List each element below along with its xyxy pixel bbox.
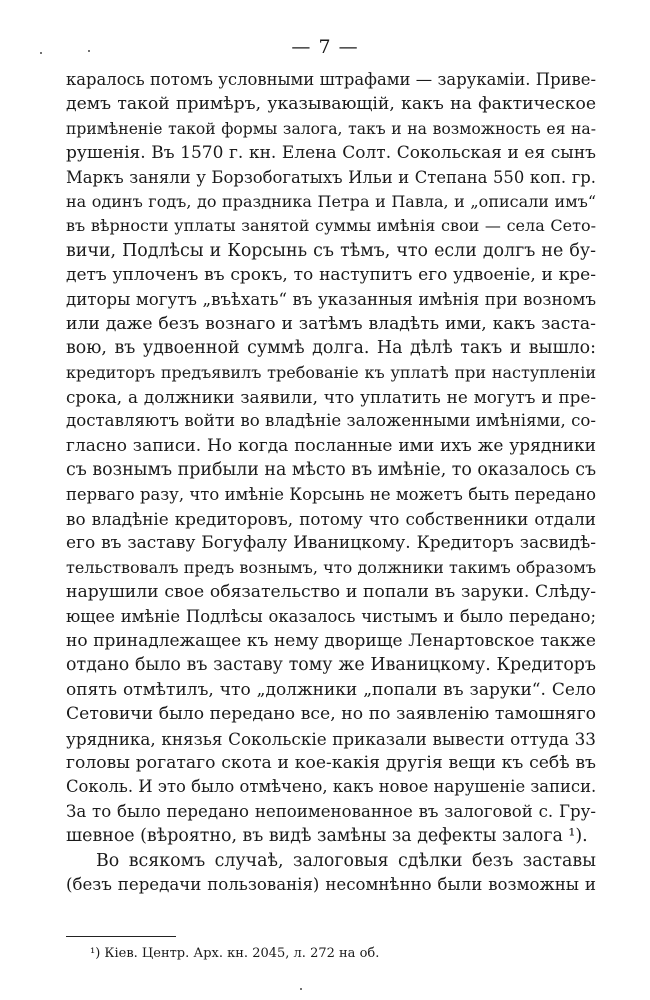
print-speck (300, 988, 302, 990)
text-line: За то было передано непоименованное въ залоговой с. Гру- (66, 801, 596, 821)
text-line: Соколь. И это было отмѣчено, какъ новое нарушеніе записи. (66, 777, 597, 797)
footnote: ¹) Кіев. Центр. Арх. кн. 2045, л. 272 на об. (90, 946, 380, 961)
text-line: на одинъ годъ, до праздника Петра и Павла, и „описали имъ“ (66, 191, 596, 211)
text-line: (безъ передачи пользованія) несомнѣнно были возможны и (66, 874, 596, 894)
text-line: или даже безъ вознаго и затѣмъ владѣть ими, какъ заста- (66, 313, 596, 334)
text-line: во владѣніе кредиторовъ, потому что собственники отдали (66, 509, 596, 530)
text-line: перваго разу, что имѣніе Корсынь не можетъ быть передано (66, 484, 596, 504)
text-line: кредиторъ предъявилъ требованіе къ уплатѣ при наступленіи (66, 362, 596, 382)
text-line: гласно записи. Но когда посланные ими ихъ же урядники (66, 435, 596, 456)
text-line: тельствовалъ предъ вознымъ, что должники такимъ образомъ (66, 557, 596, 577)
text-line: Сетовичи было передано все, но по заявленію тамошняго (66, 704, 596, 725)
text-line: Во всякомъ случаѣ, залоговыя сдѣлки безъ заставы (96, 850, 596, 871)
text-line: ющее имѣніе Подлѣсы оказалось чистымъ и было передано; (66, 606, 596, 626)
text-line: его въ заставу Богуфалу Иваницкому. Кредиторъ засвидѣ- (66, 533, 596, 554)
text-line: срока, а должники заявили, что уплатить не могутъ и пре- (66, 387, 596, 408)
text-line: въ вѣрности уплаты занятой суммы имѣнія свои — села Сето- (66, 216, 596, 236)
text-line: Маркъ заняли у Борзобогатыхъ Ильи и Степана 550 коп. гр. (66, 167, 596, 187)
text-line: доставляютъ войти во владѣніе заложенными имѣніями, со- (66, 411, 596, 431)
text-line: но принадлежащее къ нему дворище Ленартовское также (66, 630, 596, 651)
text-line: урядника, князья Сокольскіе приказали вывести оттуда 33 (66, 728, 596, 749)
text-line: вичи, Подлѣсы и Корсынь съ тѣмъ, что если долгъ не бу- (66, 240, 596, 261)
text-line: нарушили свое обязательство и попали въ заруки. Слѣду- (66, 582, 596, 603)
text-line: каралось потомъ условными штрафами — зарукаміи. Приве- (66, 70, 596, 89)
body-text (66, 68, 596, 897)
text-line: шевное (вѣроятно, въ видѣ замѣны за дефекты залога ¹). (66, 826, 588, 847)
text-line: вою, въ удвоенной суммѣ долга. На дѣлѣ такъ и вышло: (66, 338, 596, 359)
page-number: — 7 — (291, 36, 359, 58)
text-line: съ вознымъ прибыли на мѣсто въ имѣніе, то оказалось съ (66, 460, 597, 481)
text-line: диторы могутъ „въѣхать“ въ указанныя имѣнія при возномъ (66, 289, 596, 309)
text-line: головы рогатаго скота и кое-какія другія вещи къ себѣ въ (66, 752, 596, 773)
text-line: примѣненіе такой формы залога, такъ и на возможность ея на- (66, 119, 596, 138)
text-line: отдано было въ заставу тому же Иваницкому. Кредиторъ (66, 655, 596, 676)
text-line: демъ такой примѣръ, указывающій, какъ на фактическое (66, 94, 596, 115)
text-line: детъ уплоченъ въ срокъ, то наступитъ его удвоеніе, и кре- (66, 265, 596, 286)
footnote-divider (66, 936, 176, 937)
text-line: рушенія. Въ 1570 г. кн. Елена Солт. Сокольская и ея сынъ (66, 143, 596, 164)
text-line: опять отмѣтилъ, что „должники „попали въ заруки“. Село (66, 679, 596, 700)
